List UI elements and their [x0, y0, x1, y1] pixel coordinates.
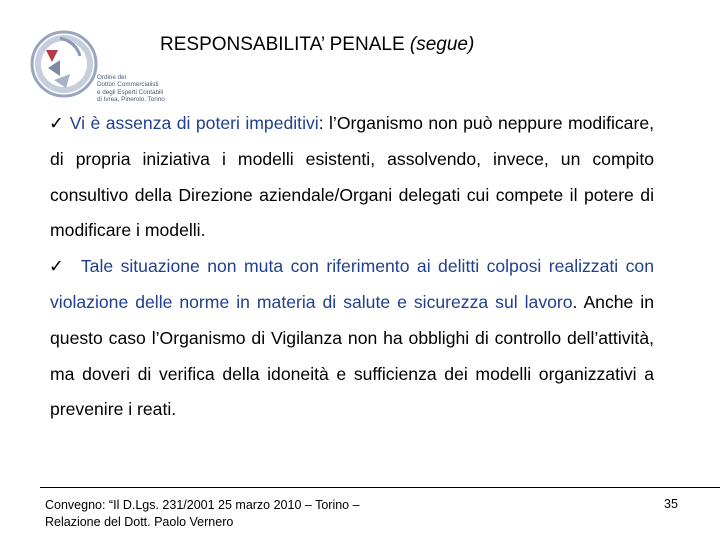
page-number: 35	[664, 497, 678, 511]
checkmark-icon: ✓	[49, 113, 65, 133]
logo-line: e degli Esperti Contabili	[97, 88, 164, 96]
footer-line: Relazione del Dott. Paolo Vernero	[45, 515, 234, 529]
footer-divider	[40, 487, 720, 488]
checkmark-icon: ✓	[49, 256, 67, 277]
logo	[30, 20, 165, 108]
footer-line: Convegno: “Il D.Lgs. 231/2001 25 marzo 2010 – Torino –	[45, 498, 360, 512]
footer-caption	[45, 497, 360, 531]
title-main: RESPONSABILITA’ PENALE	[160, 34, 405, 55]
bullet-paragraph	[50, 106, 654, 249]
slide-body	[50, 106, 654, 428]
title-sub: (segue)	[409, 34, 475, 55]
slide-title	[160, 34, 474, 56]
logo-caption	[97, 74, 175, 104]
logo-line: Dottori Commercialisti	[97, 81, 159, 89]
paragraph-text: : l’Organismo non può neppure modificare, di propria iniziativa i modelli esistenti, assolvendo, invece, un compito consultivo della Direzione aziendale/Organi delegati cui compete il potere di modificare i modelli.	[50, 113, 654, 241]
logo-line: Ordine dei	[97, 74, 127, 81]
highlight-text: Tale situazione non muta con riferimento ai delitti colposi realizzati con violazione delle norme in materia di salute e sicurezza sul lavoro	[50, 256, 654, 312]
logo-line: di Ivrea, Pinerolo, Torino	[97, 96, 165, 104]
highlight-text: Vi è assenza di poteri impeditivi	[69, 113, 319, 133]
paragraph-text: . Anche in questo caso l’Organismo di Vigilanza non ha obblighi di controllo dell’attività, ma doveri di verifica della idoneità e sufficienza dei modelli organizzativi a prevenire i reati.	[50, 291, 654, 420]
bullet-paragraph	[50, 249, 654, 428]
